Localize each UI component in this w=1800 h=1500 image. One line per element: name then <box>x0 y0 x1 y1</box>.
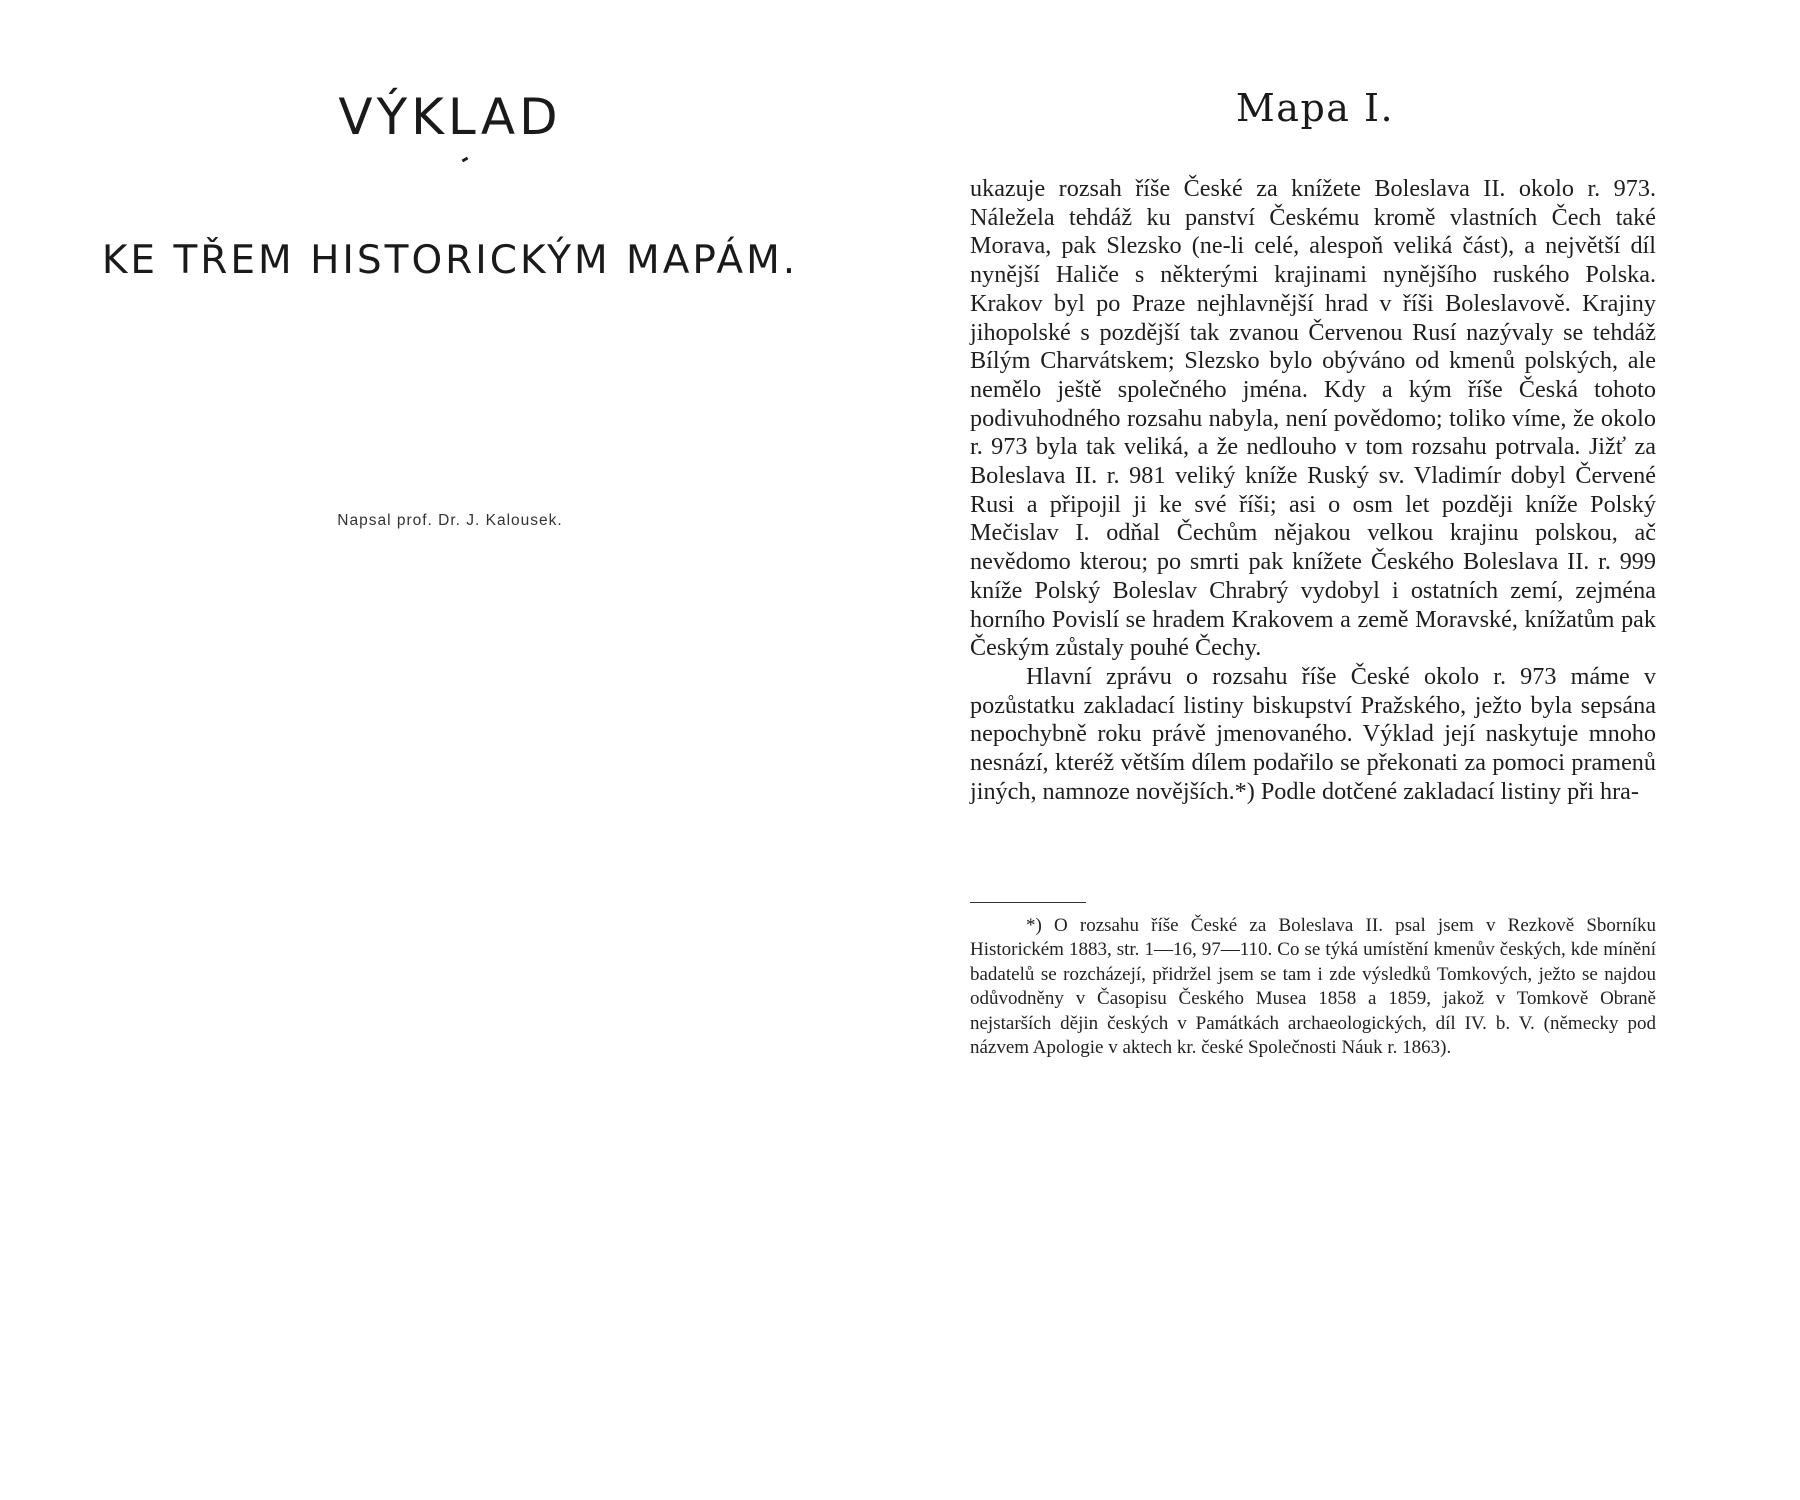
paragraph-2: Hlavní zprávu o rozsahu říše České okolo r. 973 máme v pozůstatku zakladací listiny biskupství Pražského, ježto byla sepsána nepochybně roku právě jmenovaného. Výklad její naskytuje mnoho nesnází, kteréž větším dílem podařilo se překonati za pomoci pramenů jiných, namnoze novějších.*) Podle dotčené zakladací listiny při hra- <box>970 662 1656 805</box>
document-subtitle: KE TŘEM HISTORICKÝM MAPÁM. <box>101 238 799 283</box>
footnote: *) O rozsahu říše České za Boleslava II. psal jsem v Rezkově Sborníku Historickém 1883, str. 1—16, 97—110. Co se týká umístění kmenův českých, kde mínění badatelů se rozcházejí, přidržel jsem se tam i zde výsledků Tomkových, ježto se najdou odůvodněny v Časopisu Českého Musea 1858 a 1859, jakož v Tomkově Obraně nejstarších dějin českých v Památkách archaeologických, díl IV. b. V. (německy pod názvem Apologie v aktech kr. české Společnosti Náuk r. 1863). <box>970 915 1656 1059</box>
document-title: VÝKLAD <box>338 88 562 146</box>
ornament-mark <box>462 157 469 163</box>
body-text <box>970 175 1656 806</box>
paragraph-1: ukazuje rozsah říše České za knížete Boleslava II. okolo r. 973. Náležela tehdáž ku panství Českému kromě vlastních Čech také Morava, pak Slezsko (ne-li celé, alespoň veliká část), a největší díl nynější Haliče s některými krajinami nynějšího ruského Polska. Krakov byl po Praze nejhlavnější hrad v říši Boleslavově. Krajiny jihopolské s pozdější tak zvanou Červenou Rusí nazývaly se tehdáž Bílým Charvátskem; Slezsko bylo obýváno od kmenů polských, ale nemělo ještě společného jména. Kdy a kým říše Česká tohoto podivuhodného rozsahu nabyla, není povědomo; toliko víme, že okolo r. 973 byla tak veliká, a že nedlouho v tom rozsahu potrvala. Jižť za Boleslava II. r. 981 veliký kníže Ruský sv. Vladimír dobyl Červené Rusi a připojil ji ke své říši; asi o osm let později kníže Polský Mečislav I. odňal Čechům nějakou velkou krajinu polskou, ač nevědomo kterou; po smrti pak knížete Českého Boleslava II. r. 999 kníže Polský Boleslav Chrabrý vydobyl i ostatních zemí, zejména horního Povislí se hradem Krakovem a země Moravské, knížatům pak Českým zůstaly pouhé Čechy. <box>970 175 1656 662</box>
right-page <box>900 0 1800 1500</box>
author-line: Napsal prof. Dr. J. Kalousek. <box>337 512 563 529</box>
footnote-divider <box>970 902 1086 903</box>
section-heading: Mapa I. <box>1235 86 1395 130</box>
